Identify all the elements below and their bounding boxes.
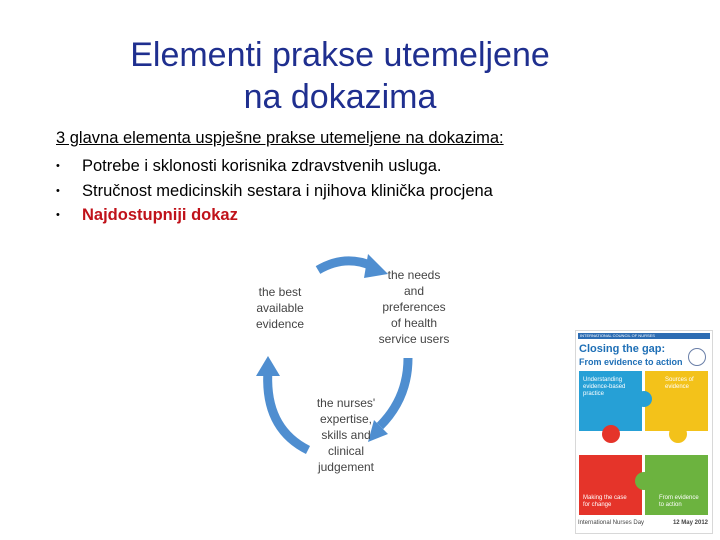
puzzle-piece-red: Making the case for change	[579, 455, 642, 515]
label-best-evidence: the best available evidence	[255, 285, 305, 331]
bullet-list	[56, 154, 493, 228]
puzzle-piece-yellow: Sources of evidence	[645, 371, 708, 431]
puzzle-knobs	[576, 331, 712, 533]
bullet-item: • Stručnost medicinskih sestara i njihova klinička procjena	[56, 179, 493, 204]
title-line-1: Elementi prakse utemeljene	[130, 36, 550, 74]
cycle-arrow-top	[318, 261, 372, 270]
intro-text: 3 glavna elementa uspješne prakse utemeljene na dokazima:	[56, 129, 504, 147]
evidence-cycle-diagram	[240, 248, 470, 488]
cover-title: Closing the gap:	[579, 343, 666, 355]
title-line-2: na dokazima	[243, 78, 437, 116]
cycle-arrow-left	[268, 370, 308, 450]
bullet-icon: •	[56, 184, 60, 197]
label-needs-preferences: the needs and preferences of health service users	[378, 268, 450, 346]
puzzle-piece-green: From evidence to action	[645, 455, 708, 515]
cover-band: INTERNATIONAL COUNCIL OF NURSES	[578, 333, 710, 339]
cover-footer: International Nurses Day 12 May 2012	[578, 520, 708, 526]
bullet-item: • Potrebe i sklonosti korisnika zdravstvenih usluga.	[56, 154, 493, 179]
puzzle-piece-blue: Understanding evidence-based practice	[579, 371, 642, 431]
bullet-item-highlight: • Najdostupniji dokaz	[56, 203, 493, 228]
bullet-icon: •	[56, 160, 60, 172]
label-nurses-expertise: the nurses' expertise, skills and clinical judgement	[316, 396, 376, 474]
cover-subtitle: From evidence to action	[579, 357, 683, 367]
cycle-arrowhead-left	[256, 356, 280, 376]
page-title	[60, 34, 620, 118]
bullet-icon: •	[56, 209, 60, 221]
report-cover-image	[575, 330, 713, 534]
